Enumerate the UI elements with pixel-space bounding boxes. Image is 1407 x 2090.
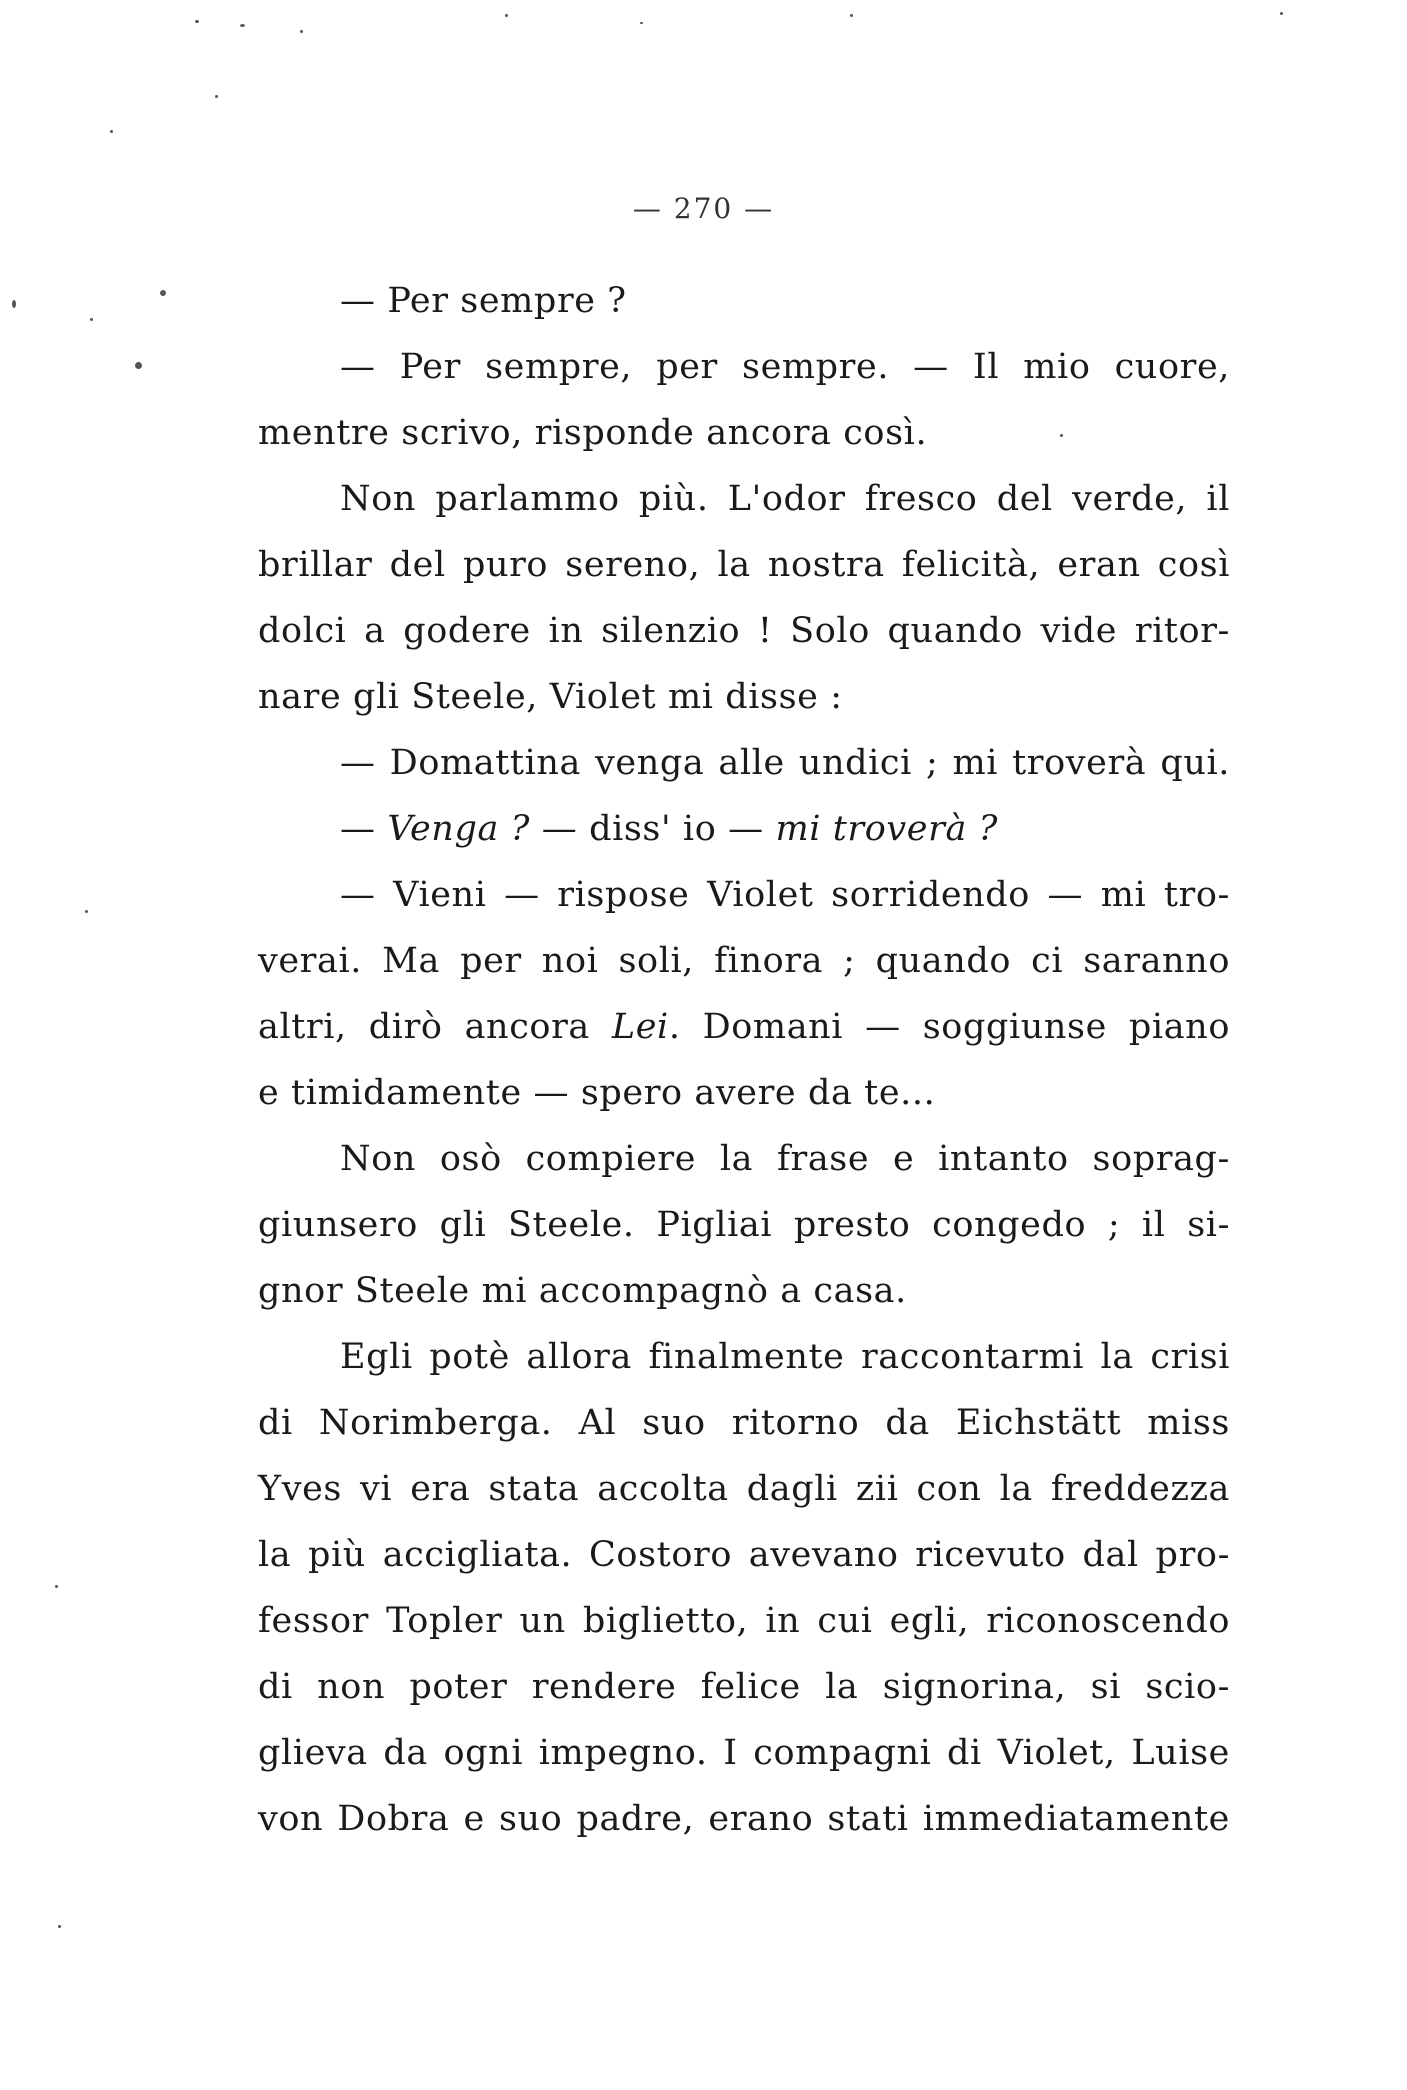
text-line bbox=[258, 268, 1230, 334]
text-run: — Vieni — rispose Violet sorridendo — mi tro- bbox=[340, 875, 1230, 915]
scan-speck bbox=[850, 14, 853, 17]
text-run: Non osò compiere la frase e intanto soprag- bbox=[340, 1139, 1230, 1179]
text-line bbox=[258, 994, 1230, 1060]
text-line bbox=[258, 598, 1230, 664]
body-text bbox=[258, 268, 1230, 1852]
text-run: verai. Ma per noi soli, finora ; quando ci saranno bbox=[258, 941, 1230, 981]
text-run: — diss' io — bbox=[530, 809, 776, 849]
text-line bbox=[258, 1126, 1230, 1192]
text-run: glieva da ogni impegno. I compagni di Violet, Luise bbox=[258, 1733, 1230, 1773]
scan-speck bbox=[505, 14, 508, 17]
text-run: di Norimberga. Al suo ritorno da Eichstätt miss bbox=[258, 1403, 1230, 1443]
scan-speck bbox=[1060, 434, 1063, 437]
scan-speck bbox=[85, 910, 88, 913]
text-line bbox=[258, 532, 1230, 598]
text-line bbox=[258, 1786, 1230, 1852]
text-run: mentre scrivo, risponde ancora così. bbox=[258, 413, 928, 453]
text-run: von Dobra e suo padre, erano stati immediatamente bbox=[258, 1799, 1230, 1839]
text-run: — Per sempre, per sempre. — Il mio cuore, bbox=[340, 347, 1230, 387]
scan-speck bbox=[55, 1585, 58, 1588]
scan-speck bbox=[640, 22, 643, 24]
text-run: dolci a godere in silenzio ! Solo quando vide ritor- bbox=[258, 611, 1230, 651]
text-run: fessor Topler un biglietto, in cui egli, riconoscendo bbox=[258, 1601, 1230, 1641]
text-line bbox=[258, 730, 1230, 796]
text-run: altri, dirò ancora bbox=[258, 1007, 612, 1047]
text-line bbox=[258, 1060, 1230, 1126]
text-run: di non poter rendere felice la signorina, si scio- bbox=[258, 1667, 1230, 1707]
text-line bbox=[258, 466, 1230, 532]
text-run: giunsero gli Steele. Pigliai presto congedo ; il si- bbox=[258, 1205, 1230, 1245]
text-line bbox=[258, 1390, 1230, 1456]
text-line bbox=[258, 400, 1230, 466]
text-line bbox=[258, 1192, 1230, 1258]
scan-speck bbox=[240, 24, 245, 27]
scan-speck bbox=[160, 290, 166, 296]
text-run: e timidamente — spero avere da te... bbox=[258, 1073, 936, 1113]
text-line bbox=[258, 928, 1230, 994]
text-run: nare gli Steele, Violet mi disse : bbox=[258, 677, 843, 717]
text-line bbox=[258, 796, 1230, 862]
scan-speck bbox=[58, 1925, 61, 1928]
text-run: brillar del puro sereno, la nostra felicità, eran così bbox=[258, 545, 1230, 585]
scan-speck bbox=[215, 95, 218, 98]
text-line bbox=[258, 1720, 1230, 1786]
text-run: Egli potè allora finalmente raccontarmi la crisi bbox=[340, 1337, 1230, 1377]
text-run: — Domattina venga alle undici ; mi troverà qui. bbox=[340, 743, 1230, 783]
italic-text: mi troverà ? bbox=[775, 809, 999, 849]
text-line bbox=[258, 1654, 1230, 1720]
text-run: la più accigliata. Costoro avevano ricevuto dal pro- bbox=[258, 1535, 1230, 1575]
text-run: Non parlammo più. L'odor fresco del verde, il bbox=[340, 479, 1230, 519]
scan-speck bbox=[12, 300, 16, 308]
text-line bbox=[258, 862, 1230, 928]
text-line bbox=[258, 1258, 1230, 1324]
scan-speck bbox=[195, 20, 199, 23]
text-line bbox=[258, 1324, 1230, 1390]
text-run: Yves vi era stata accolta dagli zii con la freddezza bbox=[258, 1469, 1230, 1509]
text-line bbox=[258, 1588, 1230, 1654]
italic-text: Lei bbox=[611, 1007, 669, 1047]
italic-text: Venga ? bbox=[387, 809, 531, 849]
scan-speck bbox=[110, 130, 113, 133]
scan-speck bbox=[300, 30, 303, 33]
scan-speck bbox=[135, 362, 142, 369]
scan-speck bbox=[1280, 12, 1283, 15]
text-run: gnor Steele mi accompagnò a casa. bbox=[258, 1271, 907, 1311]
text-run: . Domani — soggiunse piano bbox=[668, 1007, 1230, 1047]
text-line bbox=[258, 334, 1230, 400]
text-line bbox=[258, 1522, 1230, 1588]
text-run: — bbox=[340, 809, 388, 849]
scan-speck bbox=[90, 318, 93, 321]
text-line bbox=[258, 1456, 1230, 1522]
text-line bbox=[258, 664, 1230, 730]
text-run: — Per sempre ? bbox=[340, 281, 627, 321]
page-number: — 270 — bbox=[632, 192, 775, 225]
